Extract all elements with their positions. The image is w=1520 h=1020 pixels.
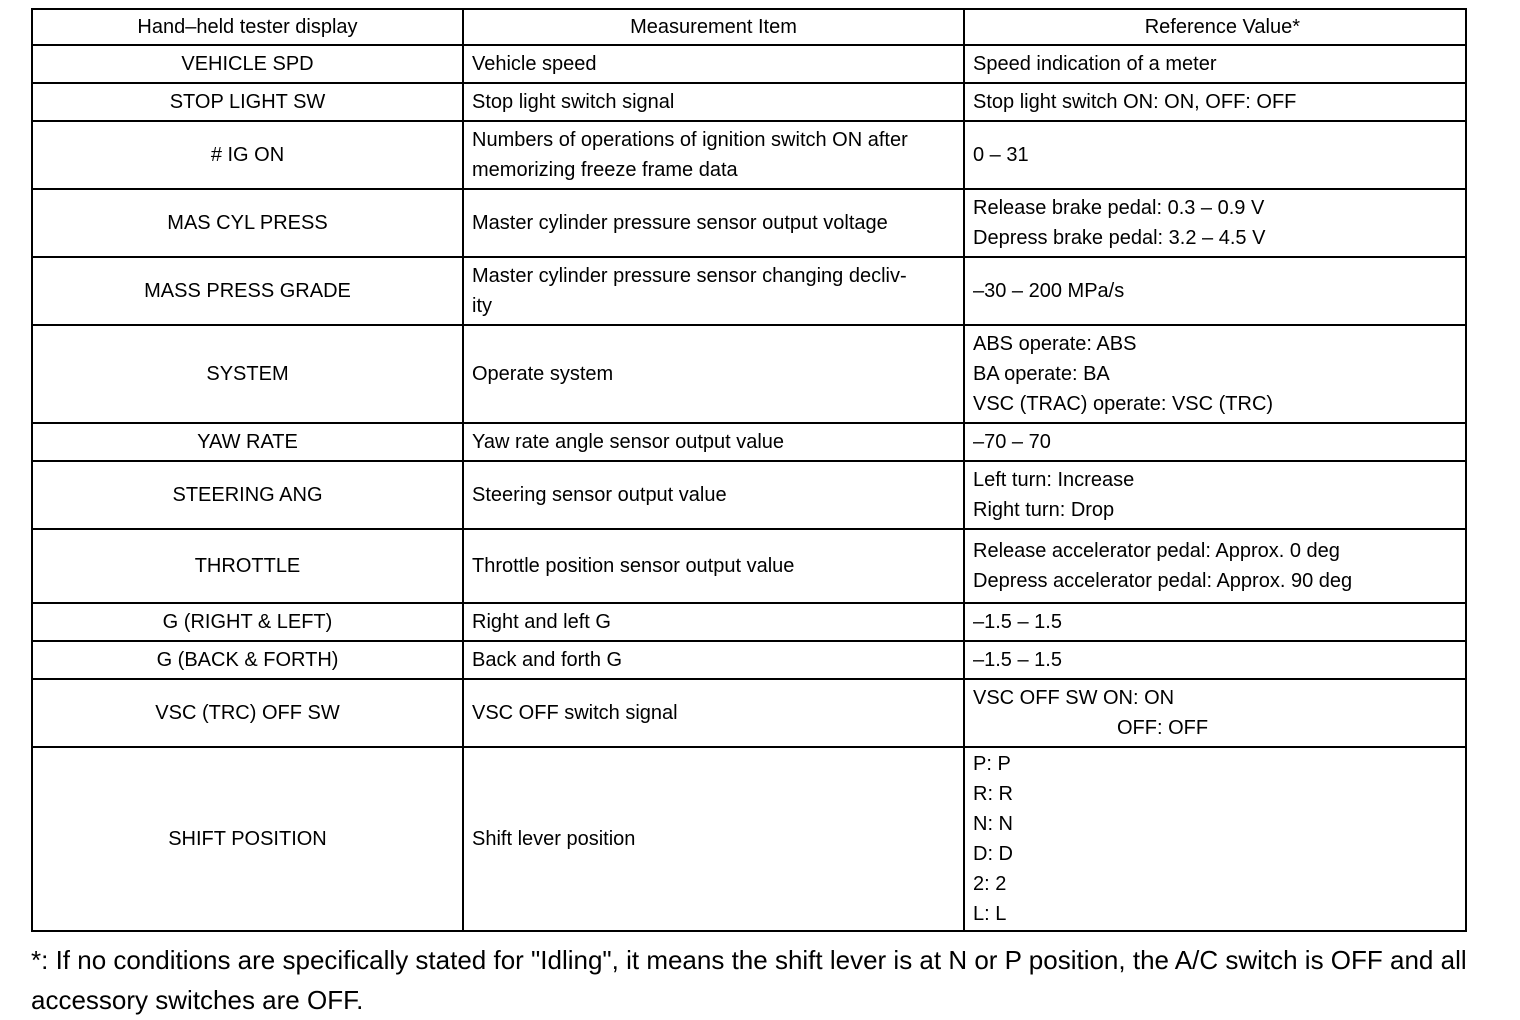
measurement-item-cell — [463, 257, 964, 325]
table-row — [32, 423, 1466, 461]
header-tester-display: Hand–held tester display — [32, 9, 463, 45]
reference-value-line: Stop light switch ON: ON, OFF: OFF — [973, 91, 1297, 113]
reference-value-cell — [964, 461, 1466, 529]
measurement-item-cell — [463, 641, 964, 679]
tester-display-cell: THROTTLE — [32, 529, 463, 603]
reference-value-line: OFF: OFF — [1117, 717, 1209, 739]
measurement-item-cell — [463, 189, 964, 257]
measurement-item-line: Steering sensor output value — [472, 484, 727, 506]
reference-value-cell — [964, 121, 1466, 189]
tester-display-cell: SHIFT POSITION — [32, 747, 463, 931]
reference-value-line: –70 – 70 — [973, 431, 1051, 453]
tester-display-cell: MAS CYL PRESS — [32, 189, 463, 257]
measurement-item-line: Master cylinder pressure sensor changing decliv- — [472, 265, 907, 287]
reference-value-line: –30 – 200 MPa/s — [973, 280, 1125, 302]
reference-value-line: L: L — [973, 903, 1007, 925]
footnote: *: If no conditions are specifically stated for "Idling", it means the shift lever is at N or P position, the A/C switch is OFF and all accessory switches are OFF. — [31, 945, 1467, 1015]
reference-value-line: BA operate: BA — [973, 363, 1110, 385]
reference-value-cell — [964, 83, 1466, 121]
tester-display-cell: MASS PRESS GRADE — [32, 257, 463, 325]
table-row — [32, 121, 1466, 189]
table-body — [32, 45, 1466, 931]
measurement-item-cell — [463, 603, 964, 641]
tester-display-cell: YAW RATE — [32, 423, 463, 461]
reference-value-line: Speed indication of a meter — [973, 53, 1217, 75]
tester-display-cell: VSC (TRC) OFF SW — [32, 679, 463, 747]
measurement-item-line: VSC OFF switch signal — [472, 702, 678, 724]
measurement-item-line: Operate system — [472, 363, 614, 385]
measurement-item-line: Numbers of operations of ignition switch ON after — [472, 129, 908, 151]
table-row — [32, 45, 1466, 83]
table-row — [32, 461, 1466, 529]
reference-value-line: N: N — [973, 813, 1013, 835]
measurement-item-line: Vehicle speed — [472, 53, 597, 75]
measurement-item-line: Shift lever position — [472, 828, 636, 850]
reference-value-line: Right turn: Drop — [973, 499, 1115, 521]
measurement-item-line: Stop light switch signal — [472, 91, 675, 113]
reference-value-line: Release accelerator pedal: Approx. 0 deg — [973, 540, 1340, 562]
table-header-row — [32, 9, 1466, 45]
reference-value-cell — [964, 641, 1466, 679]
measurement-item-cell — [463, 747, 964, 931]
measurement-item-cell — [463, 325, 964, 423]
reference-value-cell — [964, 325, 1466, 423]
reference-value-line: D: D — [973, 843, 1013, 865]
measurement-item-cell — [463, 121, 964, 189]
reference-value-line: VSC (TRAC) operate: VSC (TRC) — [973, 393, 1274, 415]
reference-value-line: R: R — [973, 783, 1013, 805]
tester-display-cell: # IG ON — [32, 121, 463, 189]
reference-value-line: –1.5 – 1.5 — [973, 611, 1062, 633]
reference-value-cell — [964, 529, 1466, 603]
table-row — [32, 83, 1466, 121]
measurement-item-line: Master cylinder pressure sensor output voltage — [472, 212, 888, 234]
measurement-item-line: Yaw rate angle sensor output value — [472, 431, 785, 453]
reference-value-line: 2: 2 — [973, 873, 1007, 895]
reference-value-line: ABS operate: ABS — [973, 333, 1137, 355]
tester-display-cell: SYSTEM — [32, 325, 463, 423]
measurement-item-cell — [463, 529, 964, 603]
table-row — [32, 641, 1466, 679]
reference-value-line: VSC OFF SW ON: ON — [973, 687, 1175, 709]
tester-display-cell: STOP LIGHT SW — [32, 83, 463, 121]
reference-value-cell — [964, 747, 1466, 931]
table-row — [32, 603, 1466, 641]
reference-value-cell — [964, 257, 1466, 325]
tester-display-cell: STEERING ANG — [32, 461, 463, 529]
reference-value-cell — [964, 423, 1466, 461]
measurement-item-cell — [463, 45, 964, 83]
header-reference-value: Reference Value* — [964, 9, 1466, 45]
measurement-item-cell — [463, 461, 964, 529]
table-row — [32, 189, 1466, 257]
measurement-item-line: Throttle position sensor output value — [472, 555, 795, 577]
header-measurement-item: Measurement Item — [463, 9, 964, 45]
table-row — [32, 747, 1466, 931]
reference-value-line: 0 – 31 — [973, 144, 1029, 166]
measurement-item-line: ity — [472, 295, 492, 317]
measurement-item-cell — [463, 679, 964, 747]
reference-value-table — [31, 8, 1467, 932]
tester-display-cell: G (BACK & FORTH) — [32, 641, 463, 679]
reference-value-line: Release brake pedal: 0.3 – 0.9 V — [973, 197, 1265, 219]
reference-value-cell — [964, 189, 1466, 257]
measurement-item-line: memorizing freeze frame data — [472, 159, 738, 181]
tester-display-cell: VEHICLE SPD — [32, 45, 463, 83]
table-row — [32, 325, 1466, 423]
measurement-item-cell — [463, 83, 964, 121]
tester-display-cell: G (RIGHT & LEFT) — [32, 603, 463, 641]
reference-value-line: Left turn: Increase — [973, 469, 1135, 491]
reference-value-cell — [964, 45, 1466, 83]
table-row — [32, 257, 1466, 325]
reference-value-cell — [964, 603, 1466, 641]
reference-value-line: Depress accelerator pedal: Approx. 90 deg — [973, 570, 1353, 592]
measurement-item-line: Back and forth G — [472, 649, 623, 671]
table-row — [32, 679, 1466, 747]
measurement-item-line: Right and left G — [472, 611, 611, 633]
reference-value-line: Depress brake pedal: 3.2 – 4.5 V — [973, 227, 1266, 249]
table-row — [32, 529, 1466, 603]
reference-value-cell — [964, 679, 1466, 747]
reference-value-line: –1.5 – 1.5 — [973, 649, 1062, 671]
measurement-item-cell — [463, 423, 964, 461]
reference-value-line: P: P — [973, 753, 1011, 775]
